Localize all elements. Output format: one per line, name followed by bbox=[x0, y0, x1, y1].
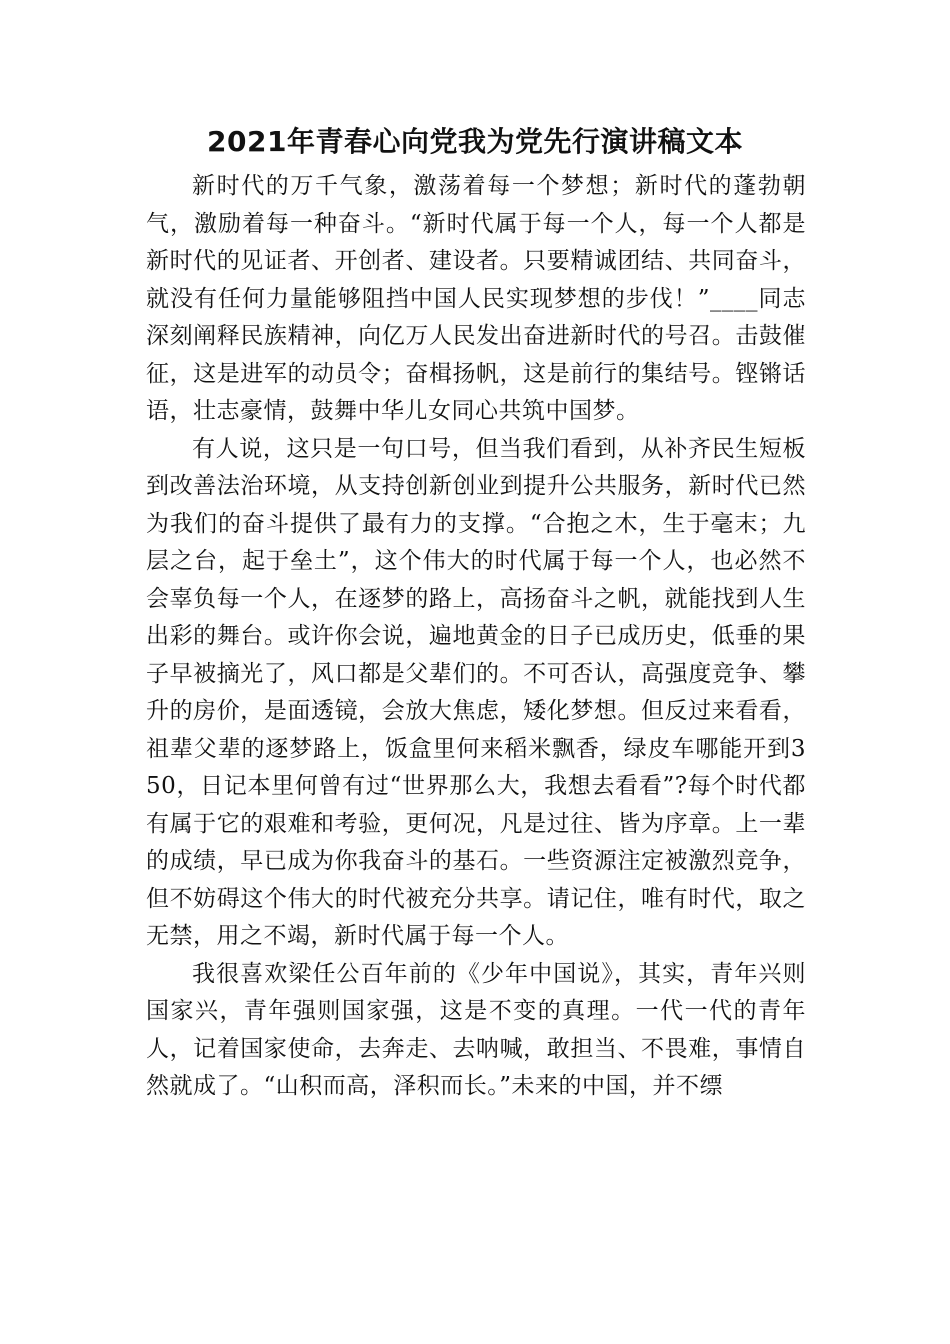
paragraph-1: 新时代的万千气象，激荡着每一个梦想；新时代的蓬勃朝气，激励着每一种奋斗。“新时代属于每一个人，每一个人都是新时代的见证者、开创者、建设者。只要精诚团结、共同奋斗，就没有任何力量能够阻挡中国人民实现梦想的步伐！”____同志深刻阐释民族精神，向亿万人民发出奋进新时代的号召。击鼓催征，这是进军的动员令；奋楫扬帆，这是前行的集结号。铿锵话语，壮志豪情，鼓舞中华儿女同心共筑中国梦。 bbox=[146, 173, 806, 424]
paragraph-2: 有人说，这只是一句口号，但当我们看到，从补齐民生短板到改善法治环境，从支持创新创业到提升公共服务，新时代已然为我们的奋斗提供了最有力的支撑。“合抱之木，生于毫末；九层之台，起于垒土”，这个伟大的时代属于每一个人，也必然不会辜负每一个人，在逐梦的路上，高扬奋斗之帆，就能找到人生出彩的舞台。或许你会说，遍地黄金的日子已成历史，低垂的果子早被摘光了，风口都是父辈们的。不可否认，高强度竞争、攀升的房价，是面透镜，会放大焦虑，矮化梦想。但反过来看看，祖辈父辈的逐梦路上，饭盒里何来稻米飘香，绿皮车哪能开到350，日记本里何曾有过“世界那么大，我想去看看”?每个时代都有属于它的艰难和考验，更何况，凡是过往、皆为序章。上一辈的成绩，早已成为你我奋斗的基石。一些资源注定被激烈竞争，但不妨碍这个伟大的时代被充分共享。请记住，唯有时代，取之无禁，用之不竭，新时代属于每一个人。 bbox=[146, 435, 806, 949]
document-body bbox=[146, 168, 806, 1106]
paragraph-3: 我很喜欢梁任公百年前的《少年中国说》，其实，青年兴则国家兴，青年强则国家强，这是不变的真理。一代一代的青年人，记着国家使命，去奔走、去呐喊，敢担当、不畏难，事情自然就成了。“山积而高，泽积而长。”未来的中国，并不缥 bbox=[146, 960, 806, 1099]
document-title: 2021年青春心向党我为党先行演讲稿文本 bbox=[207, 125, 743, 158]
